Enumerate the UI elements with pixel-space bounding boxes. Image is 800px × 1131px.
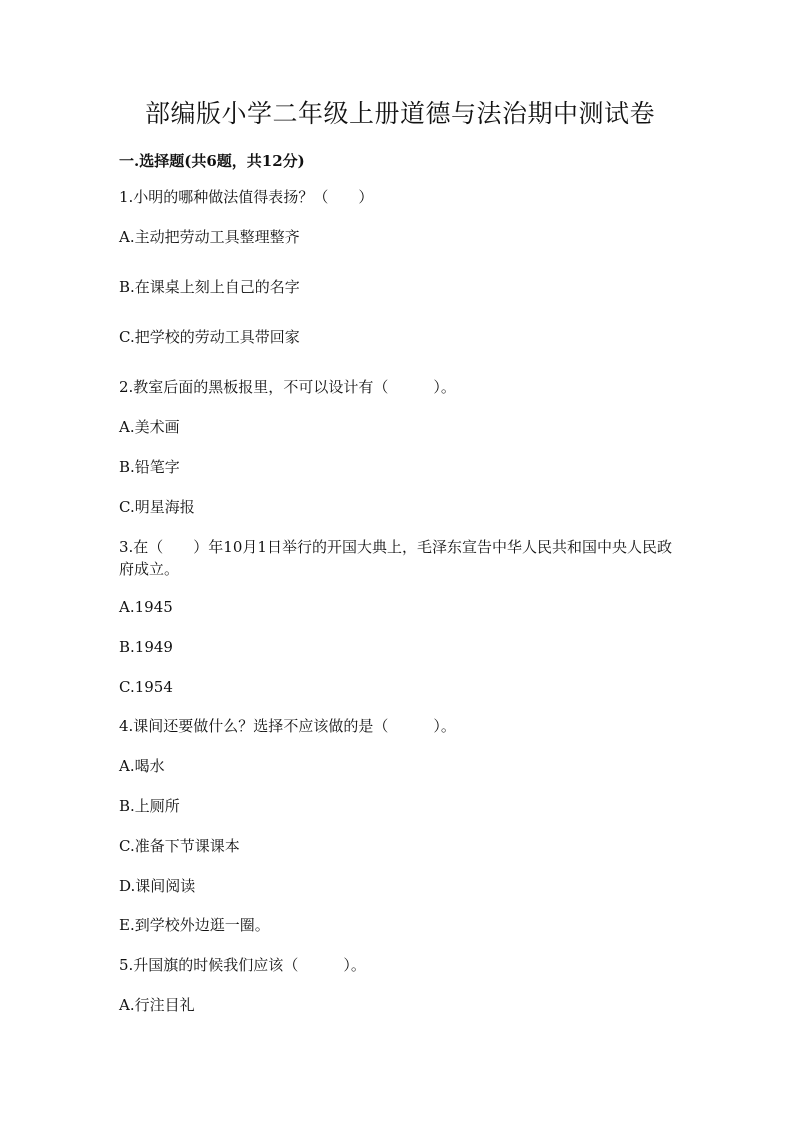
question-5-option-a: A.行注目礼 <box>119 996 195 1014</box>
exam-title: 部编版小学二年级上册道德与法治期中测试卷 <box>144 99 655 128</box>
question-1-option-b: B.在课桌上刻上自己的名字 <box>119 278 300 296</box>
question-2-stem: 2.教室后面的黑板报里，不可以设计有（ ）。 <box>119 378 456 396</box>
question-1-option-c: C.把学校的劳动工具带回家 <box>119 328 300 346</box>
question-3-option-c: C.1954 <box>119 678 173 696</box>
question-2-option-b: B.铅笔字 <box>119 458 180 476</box>
question-4-option-e: E.到学校外边逛一圈。 <box>119 916 270 934</box>
question-2-option-a: A.美术画 <box>119 418 180 436</box>
question-1-stem: 1.小明的哪种做法值得表扬？（ ） <box>119 188 374 206</box>
question-4-option-c: C.准备下节课课本 <box>119 837 240 855</box>
question-4-option-b: B.上厕所 <box>119 797 180 815</box>
question-5-stem: 5.升国旗的时候我们应该（ ）。 <box>119 956 366 974</box>
question-4-option-d: D.课间阅读 <box>119 877 196 895</box>
question-1-option-a: A.主动把劳动工具整理整齐 <box>119 228 300 246</box>
question-4-option-a: A.喝水 <box>119 757 165 775</box>
question-3-option-a: A.1945 <box>119 598 173 616</box>
question-2-option-c: C.明星海报 <box>119 498 195 516</box>
question-3-stem: 3.在（ ）年10月1日举行的开国大典上，毛泽东宣告中华人民共和国中央人民政府成立。 <box>119 538 672 578</box>
question-3-option-b: B.1949 <box>119 638 173 656</box>
question-4-stem: 4.课间还要做什么？选择不应该做的是（ ）。 <box>119 717 456 735</box>
section-header: 一.选择题(共6题，共12分) <box>119 152 305 170</box>
